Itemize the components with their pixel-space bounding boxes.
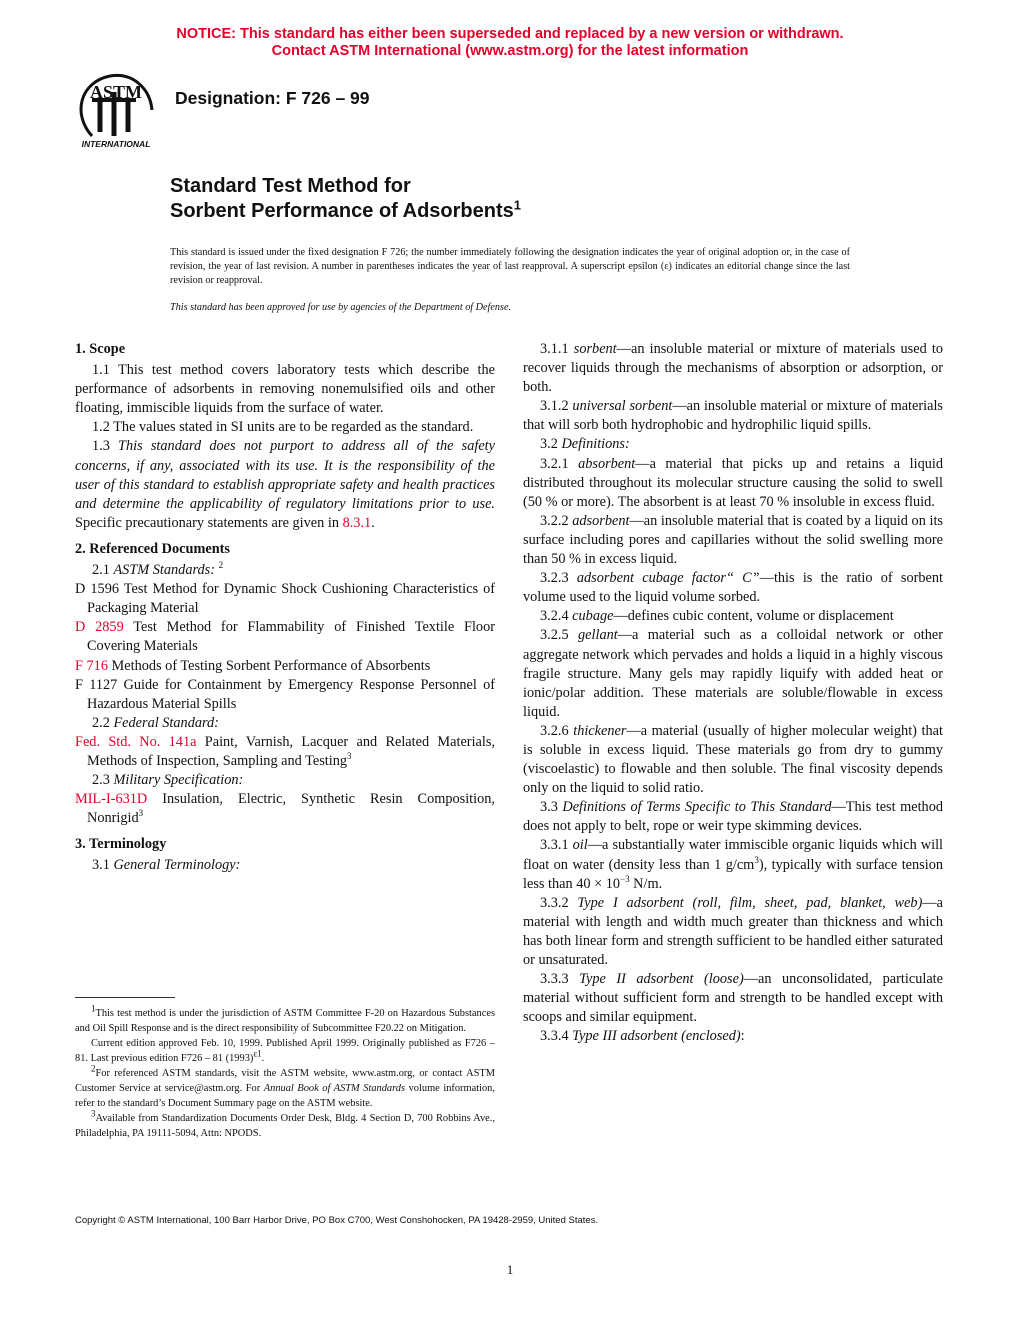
page-number: 1 [506, 1262, 514, 1277]
term-3-3-2: 3.3.2 Type I adsorbent (roll, film, sheet, pad, blanket, web)—a material with length and width much greater than thickness and which has both linear form and strength sufficient to be handled either saturated or unsaturated. [523, 894, 944, 968]
ref-mil-spec: MIL-I-631D Insulation, Electric, Synthetic Resin Composition, Nonrigid$^3$ [75, 791, 495, 827]
approved-note: This standard has been approved for use by agencies of the Department of Defense. [170, 302, 512, 313]
ref-d2859: D 2859 Test Method for Flammability of Finished Textile Floor Covering Materials [75, 619, 495, 655]
footnote-mark-2[interactable]: 2 [218, 560, 224, 571]
withdrawal-notice [0, 26, 1020, 60]
designation: Designation: F 726 – 99 [175, 88, 370, 108]
para-1-2: 1.2 The values stated in SI units are to be regarded as the standard. [92, 419, 474, 436]
logo-subtext: INTERNATIONAL [81, 139, 151, 149]
title-line-1: Standard Test Method for [170, 175, 411, 197]
term-3-1-1: 3.1.1 sorbent—an insoluble material or mixture of materials used to recover liquids through the mechanisms of absorption or adsorption, or both. [523, 341, 944, 396]
term-3-2-2: 3.2.2 adsorbent—an insoluble material that is coated by a liquid on its surface including pores and capillaries without the solid swelling more than 50 % in excess liquid. [523, 512, 943, 568]
link-8-3-1[interactable]: 8.3.1 [342, 514, 372, 531]
issued-note: This standard is issued under the fixed designation F 726; the number immediately following the designation indicates the year of original adoption or, in the case of revision, the year of last revision. A number in parentheses indicates the year of last reapproval. A superscript epsilon (ε) indicates an editorial change since the last revision or reapproval. [170, 247, 850, 286]
document-title [170, 174, 521, 224]
term-3-3-1: 3.3.1 oil—a substantially water immiscible organic liquids which will float on water (density less than 1 $g/cm^3$), typically with surface tension less than $40 \times 10^{-3}$ N/m. [523, 837, 944, 892]
notice-line-2: Contact ASTM International (www.astm.org) for the latest information [271, 43, 749, 59]
term-3-2-1: 3.2.1 absorbent—a material that picks up and retains a liquid distributed throughout its molecular structure causing the solid to swell (50 % or more). The absorbent is at least 70 % insoluble in excess fluid. [523, 455, 943, 510]
copyright-line: Copyright © ASTM International, 100 Barr Harbor Drive, PO Box C700, West Conshohocken, PA 19428-2959, United States. [75, 1215, 599, 1226]
astm-logo-icon [70, 70, 162, 156]
footnote-2: $^2$For referenced ASTM standards, visit the ASTM website, www.astm.org, or contact ASTM Customer Service at service@astm.org. For Annual Book of ASTM Standards volume information, refer to the standard’s Document Summary page on the ASTM website. [75, 1063, 495, 1109]
term-3-2-4: 3.2.4 cubage—defines cubic content, volume or displacement [540, 608, 894, 625]
link-fed-std[interactable]: Fed. Std. No. 141a [75, 733, 197, 750]
right-column [523, 340, 943, 1046]
ref-f1127: F 1127 Guide for Containment by Emergency Response Personnel of Hazardous Material Spills [75, 676, 495, 712]
link-mil-spec[interactable]: MIL-I-631D [75, 791, 148, 808]
term-3-2-5: 3.2.5 gellant—a material such as a colloidal network or other aggregate network which pervades and holds a liquid in a highly viscous fragile structure. Many gels may rapidly liquify with added heat or ionic/polar addition. These materials are soluble/flowable in excess liquid. [523, 627, 943, 720]
ref-fed-std: Fed. Std. No. 141a Paint, Varnish, Lacquer and Related Materials, Methods of Inspection, Sampling and Testing$^3$ [75, 733, 495, 769]
title-line-2: Sorbent Performance of Adsorbents$^1$ [170, 197, 521, 222]
footnote-1: $^1$This test method is under the jurisdiction of ASTM Committee F-20 on Hazardous Substances and Oil Spill Response and is the direct responsibility of Subcommittee F20.22 on Mitigation. [75, 1003, 495, 1034]
para-2-2: 2.2 Federal Standard: [92, 714, 219, 731]
para-1-3: 1.3 This standard does not purport to address all of the safety concerns, if any, associated with its use. It is the responsibility of the user of this standard to establish appropriate safety and health practices and determine the applicability of regulatory limitations prior to use. Specific precautionary statements are given in 8.3.1. [75, 438, 495, 531]
para-3-1: 3.1 General Terminology: [92, 857, 241, 874]
footnote-3: $^3$Available from Standardization Documents Order Desk, Bldg. 4 Section D, 700 Robbins Ave., Philadelphia, PA 19111-5094, Attn: NPODS. [75, 1108, 495, 1139]
notice-line-1: NOTICE: This standard has either been superseded and replaced by a new version or withdrawn. [176, 26, 844, 42]
section-heading-scope: 1. Scope [75, 341, 126, 357]
term-3-3: 3.3 Definitions of Terms Specific to This Standard—This test method does not apply to belt, rope or weir type skimming devices. [523, 799, 943, 835]
section-heading-terminology: 3. Terminology [75, 836, 167, 853]
term-3-2: 3.2 Definitions: [540, 436, 630, 453]
para-1-1: 1.1 This test method covers laboratory tests which describe the performance of adsorbents in removing nonemulsified oils and other floating, immiscible liquids from the surface of water. [75, 362, 495, 417]
footnote-1-edition: Current edition approved Feb. 10, 1999. Published April 1999. Originally published as F726 – 81. Last previous edition F726 – 81 $(1993)^{\varepsilon 1}$. [75, 1038, 495, 1064]
para-2-3: 2.3 Military Specification: [92, 772, 244, 789]
ref-d1596: D 1596 Test Method for Dynamic Shock Cushioning Characteristics of Packaging Material [75, 581, 495, 617]
logo-text: ASTM [89, 82, 143, 102]
section-heading-refdocs: 2. Referenced Documents [75, 540, 230, 557]
left-column [75, 340, 495, 876]
ref-f716: F 716 Methods of Testing Sorbent Performance of Absorbents [75, 657, 431, 674]
term-3-2-6: 3.2.6 thickener—a material (usually of higher molecular weight) that is soluble in excess liquid. These materials go from dry to gummy (viscoelastic) to flowable and then soluble. The final viscosity depends only on the liquid to solid ratio. [523, 722, 943, 797]
title-footnote-mark[interactable]: 1 [513, 197, 521, 213]
link-f716[interactable]: F 716 [75, 657, 108, 674]
link-d2859[interactable]: D 2859 [75, 619, 124, 636]
footnote-divider [75, 997, 175, 998]
para-2-1: 2.1 ASTM Standards: $^2$ [92, 560, 224, 579]
footnotes [75, 1003, 495, 1141]
term-3-3-4: 3.3.4 Type III adsorbent (enclosed): [540, 1028, 745, 1045]
term-3-1-2: 3.1.2 universal sorbent—an insoluble material or mixture of materials that will sorb both hydrophobic and hydrophilic liquid spills. [523, 398, 943, 434]
term-3-3-3: 3.3.3 Type II adsorbent (loose)—an unconsolidated, particulate material without sufficient form and strength to be handled except with scoops and similar equipment. [523, 971, 943, 1026]
term-3-2-3: 3.2.3 adsorbent cubage factor“ C”—this is the ratio of sorbent volume used to the liquid volume sorbed. [523, 570, 943, 606]
